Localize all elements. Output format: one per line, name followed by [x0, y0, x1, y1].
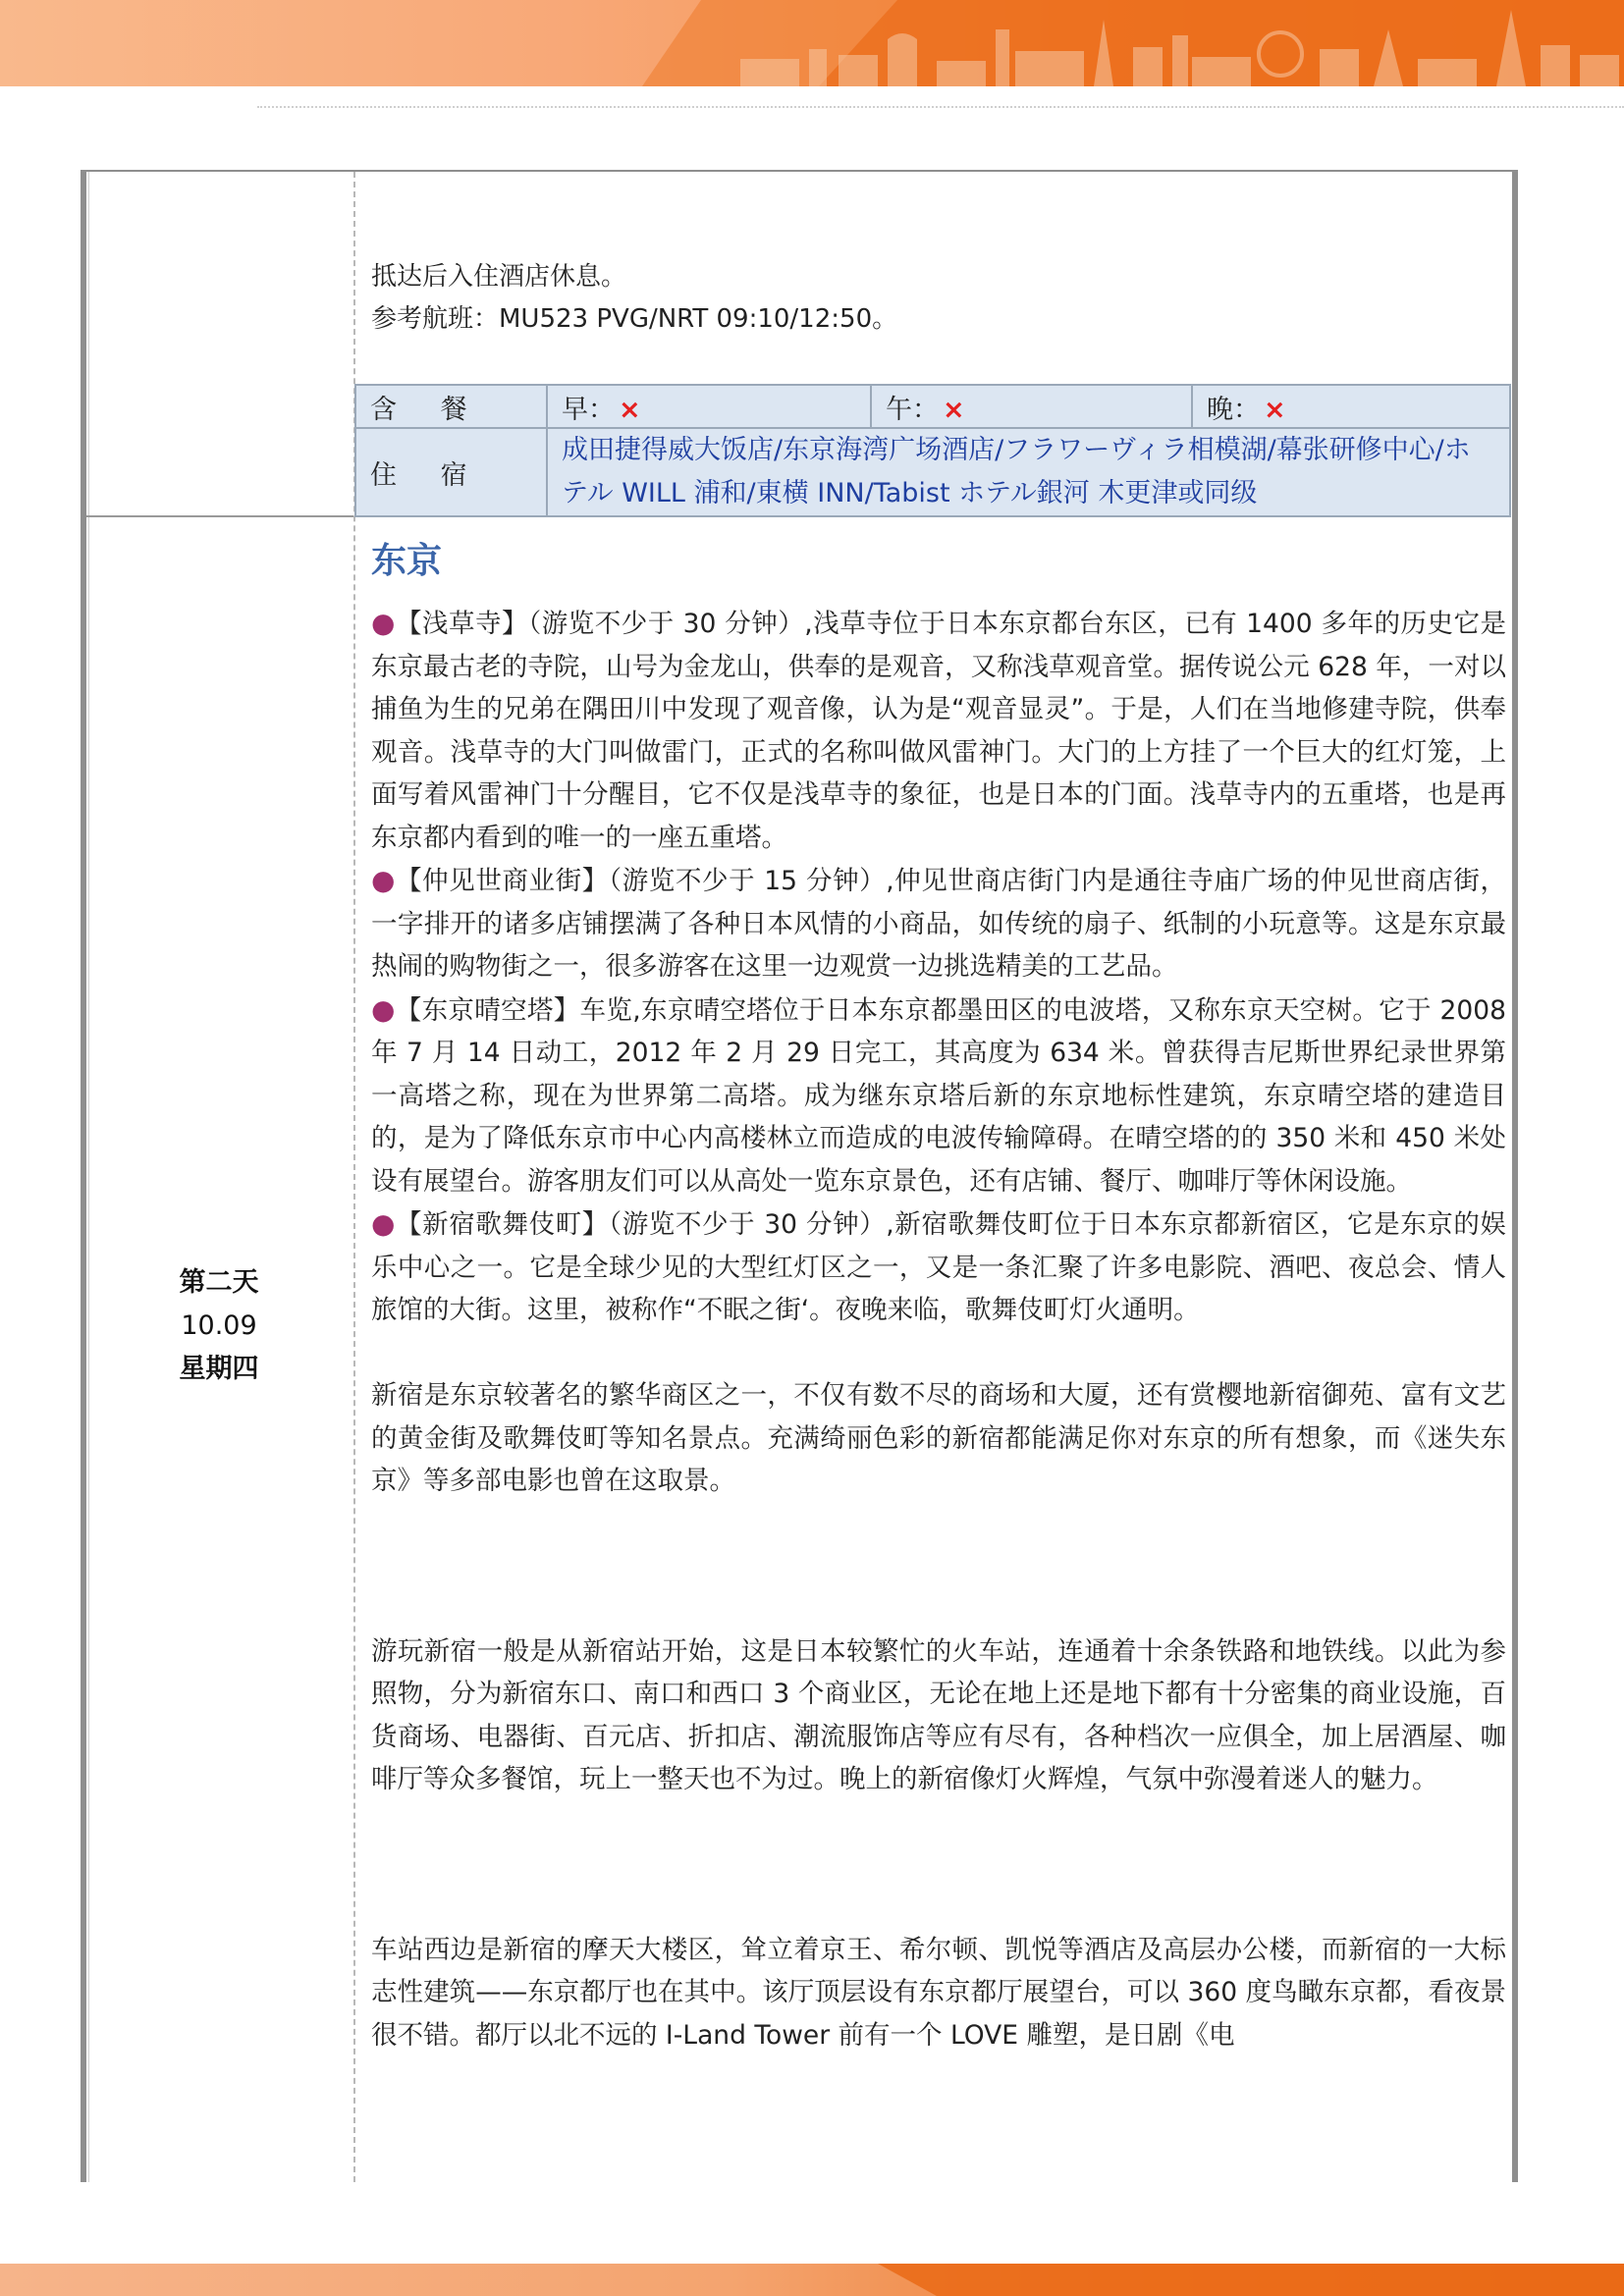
lunch-cell [871, 385, 1192, 428]
lunch-cross-icon: × [943, 394, 965, 425]
bullet-icon: ● [371, 607, 396, 639]
spacer [371, 1503, 1506, 1630]
hotel-list: 成田捷得威大饭店/东京海湾广场酒店/フラワーヴィラ相模湖/幕张研修中心/ホテル WILL 浦和/東横 INN/Tabist ホテル銀河 木更津或同级 [547, 428, 1510, 516]
paragraph-sensoji [371, 602, 1506, 859]
arrival-line: 抵达后入住酒店休息。 [371, 262, 627, 292]
meals-row [355, 385, 1510, 428]
city-title: 东京 [371, 541, 443, 581]
paragraph-shinjuku-west: 车站西边是新宿的摩天大楼区，耸立着京王、希尔顿、凯悦等酒店及高层办公楼，而新宿的一大标志性建筑——东京都厅也在其中。该厅顶层设有东京都厅展望台，可以 360 度鸟瞰东京都，看夜景很不错。都厅以北不远的 I-Land Tower 前有一个 LOVE 雕塑，是日剧《电 [371, 1934, 1506, 2051]
lodging-label: 住 宿 [355, 428, 547, 516]
paragraph-text: 【新宿歌舞伎町】（游览不少于 30 分钟）,新宿歌舞伎町位于日本东京都新宿区，它是东京的娱乐中心之一。它是全球少见的大型红灯区之一，又是一条汇聚了许多电影院、酒吧、夜总会、情人旅馆的大街。这里，被称作“不眠之街‘。夜晚来临，歌舞伎町灯火通明。 [371, 1209, 1506, 1325]
paragraph-text: 【仲见世商业街】（游览不少于 15 分钟）,仲见世商店街门内是通往寺庙广场的仲见世商店街，一字排开的诸多店铺摆满了各种日本风情的小商品，如传统的扇子、纸制的小玩意等。这是东京最热闹的购物街之一，很多游客在这里一边观赏一边挑选精美的工艺品。 [371, 866, 1506, 982]
bullet-icon: ● [371, 992, 396, 1026]
meals-label: 含 餐 [355, 385, 547, 428]
paragraph-nakamise [371, 859, 1506, 988]
paragraph-text: 【浅草寺】（游览不少于 30 分钟）,浅草寺位于日本东京都台东区，已有 1400 多年的历史它是东京最古老的寺院，山号为金龙山，供奉的是观音，又称浅草观音堂。据传说公元 628 年，一对以捕鱼为生的兄弟在隅田川中发现了观音像，认为是“观音显灵”。于是，人们在当地修建寺院，供奉观音。浅草寺的大门叫做雷门，正式的名称叫做风雷神门。大门的上方挂了一个巨大的红灯笼，上面写着风雷神门十分醒目，它不仅是浅草寺的象征，也是日本的门面。浅草寺内的五重塔，也是再东京都内看到的唯一的一座五重塔。 [371, 609, 1506, 853]
flight-line: 参考航班：MU523 PVG/NRT 09:10/12:50。 [371, 304, 898, 334]
day-date: 10.09 [181, 1310, 257, 1341]
breakfast-label: 早： [562, 394, 615, 425]
footer-wedge-icon [878, 2264, 1624, 2296]
paragraph-shinjuku-station: 游玩新宿一般是从新宿站开始，这是日本较繁忙的火车站，连通着十余条铁路和地铁线。以此为参照物，分为新宿东口、南口和西口 3 个商业区，无论在地上还是地下都有十分密集的商业设施，百货商场、电器街、百元店、折扣店、潮流服饰店等应有尽有，各种档次一应俱全，加上居酒屋、咖啡厅等众多餐馆，玩上一整天也不为过。晚上的新宿像灯火辉煌，气氛中弥漫着迷人的魅力。 [371, 1635, 1506, 1794]
footer-band [0, 2264, 1624, 2296]
day-name: 第二天 [179, 1267, 259, 1298]
header-banner [0, 0, 1624, 86]
bullet-icon: ● [371, 864, 397, 896]
dinner-cross-icon: × [1264, 394, 1286, 425]
paragraph-skytree [371, 988, 1506, 1203]
breakfast-cell [547, 385, 871, 428]
dinner-cell [1192, 385, 1510, 428]
city-skyline-icon [642, 0, 1624, 86]
spacer [371, 1801, 1506, 1929]
bullet-icon: ● [371, 1207, 397, 1240]
paragraph-kabukicho [371, 1202, 1506, 1332]
lunch-label: 午： [886, 394, 939, 425]
meals-lodging-table [354, 384, 1511, 517]
row-divider [86, 515, 353, 517]
arrival-text [371, 256, 897, 341]
paragraph-shinjuku-intro: 新宿是东京较著名的繁华商区之一，不仅有数不尽的商场和大厦，还有赏樱地新宿御苑、富有文艺的黄金街及歌舞伎町等知名景点。充满绮丽色彩的新宿都能满足你对东京的所有想象，而《迷失东京》等多部电影也曾在这取景。 [371, 1380, 1506, 1496]
header-rule [257, 106, 1624, 108]
paragraph-text: 【东京晴空塔】车览,东京晴空塔位于日本东京都墨田区的电波塔，又称东京天空树。它于 2008 年 7 月 14 日动工，2012 年 2 月 29 日完工，其高度为 634 米。曾获得吉尼斯世界纪录世界第一高塔之称，现在为世界第二高塔。成为继东京塔后新的东京地标性建筑，东京晴空塔的建造目的，是为了降低东京市中心内高楼林立而造成的电波传输障碍。在晴空塔的的 350 米和 450 米处设有展望台。游客朋友们可以从高处一览东京景色，还有店铺、餐厅、咖啡厅等休闲设施。 [371, 994, 1506, 1197]
dinner-label: 晚： [1207, 394, 1260, 425]
day-weekday: 星期四 [179, 1354, 259, 1384]
spacer [371, 1332, 1506, 1375]
lodging-row [355, 428, 1510, 516]
breakfast-cross-icon: × [619, 394, 641, 425]
itinerary-body [371, 602, 1506, 2056]
day-label [98, 1261, 340, 1391]
